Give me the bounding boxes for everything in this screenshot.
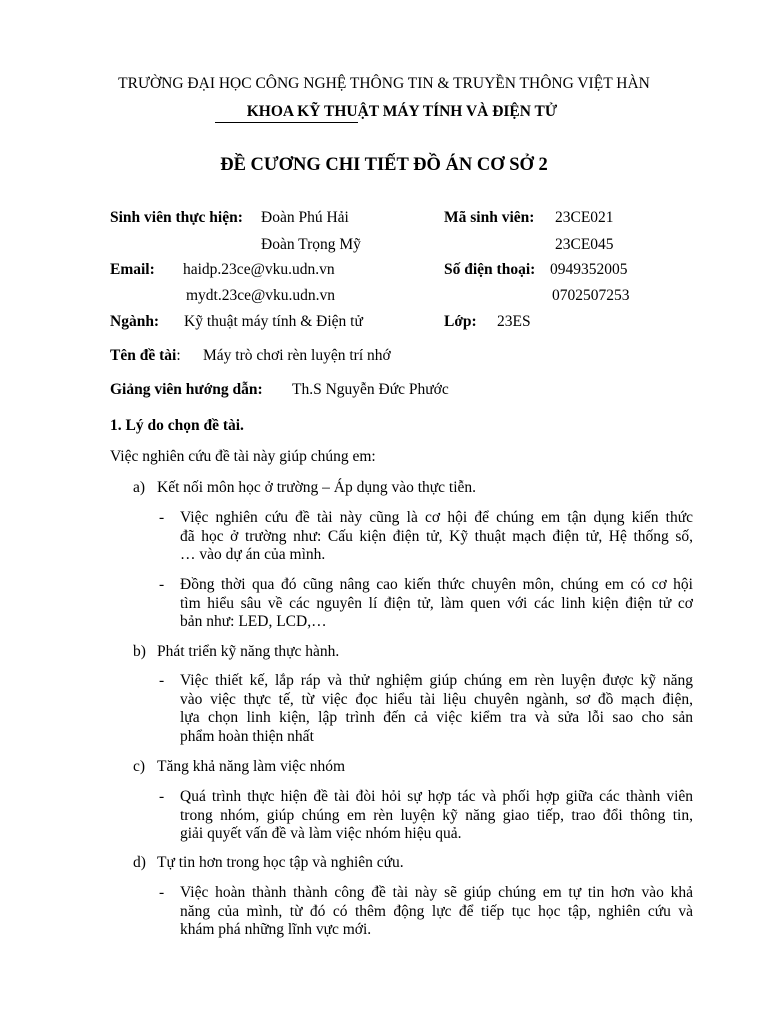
- student-name-1: Đoàn Phú Hải: [261, 209, 349, 226]
- topic-colon: :: [176, 347, 181, 364]
- paragraph-line: bản như: LED, LCD,…: [180, 613, 327, 630]
- paragraph-line: giải quyết vấn đề và làm việc nhóm hiệu quả.: [180, 825, 462, 842]
- paragraph-line: Việc thiết kế, lắp ráp và thử nghiệm giúp chúng em rèn luyện được kỹ năng: [180, 672, 693, 689]
- item-marker-c: c): [133, 758, 146, 775]
- item-title-b: Phát triển kỹ năng thực hành.: [157, 643, 340, 660]
- topic-row: [110, 347, 181, 365]
- bullet-paragraph-d1: [180, 884, 693, 940]
- student-name-2: Đoàn Trọng Mỹ: [261, 236, 361, 253]
- section-intro: Việc nghiên cứu đề tài này giúp chúng em:: [110, 448, 376, 465]
- bullet-dash: -: [159, 576, 165, 593]
- class-label: Lớp:: [444, 313, 477, 330]
- topic-value: Máy trò chơi rèn luyện trí nhớ: [203, 347, 391, 364]
- section-heading: 1. Lý do chọn đề tài.: [110, 417, 244, 434]
- phone-label: Số điện thoại:: [444, 261, 536, 278]
- paragraph-line: vào việc thực tế, từ việc đọc hiểu tài liệu chuyên ngành, sơ đồ mạch điện,: [180, 690, 693, 708]
- bullet-paragraph-b1: [180, 672, 693, 746]
- bullet-paragraph-a2: [180, 576, 693, 632]
- item-title-a: Kết nối môn học ở trường – Áp dụng vào thực tiễn.: [157, 479, 477, 496]
- item-marker-a: a): [133, 479, 146, 496]
- phone-2: 0702507253: [552, 287, 630, 304]
- paragraph-line: Quá trình thực hiện đề tài đòi hỏi sự hợp tác và phối hợp giữa các thành viên: [180, 788, 693, 805]
- bullet-paragraph-c1: [180, 788, 693, 844]
- paragraph-line: tìm hiểu sâu về các nguyên lí điện tử, làm quen với các linh kiện điện tử cơ: [180, 594, 693, 612]
- phone-1: 0949352005: [550, 261, 628, 278]
- paragraph-line: … vào dự án của mình.: [180, 546, 326, 563]
- email-2: mydt.23ce@vku.udn.vn: [186, 287, 336, 304]
- paragraph-line: năng của mình, từ đó có thêm động lực để tiếp tục học tập, nghiên cứu và: [180, 902, 693, 920]
- university-name: TRƯỜNG ĐẠI HỌC CÔNG NGHỆ THÔNG TIN & TRUYỀN THÔNG VIỆT HÀN: [118, 75, 650, 92]
- item-title-c: Tăng khả năng làm việc nhóm: [157, 758, 346, 775]
- bullet-dash: -: [159, 672, 165, 689]
- document-title: ĐỀ CƯƠNG CHI TIẾT ĐỒ ÁN CƠ SỞ 2: [220, 155, 548, 175]
- major-value: Kỹ thuật máy tính & Điện tử: [184, 313, 363, 330]
- student-id-1: 23CE021: [555, 209, 614, 226]
- item-title-d: Tự tin hơn trong học tập và nghiên cứu.: [157, 854, 404, 871]
- paragraph-line: đã học ở trường như: Cấu kiện điện tử, Kỹ thuật mạch điện tử, Hệ thống số,: [180, 527, 693, 545]
- faculty-name: KHOA KỸ THUẬT MÁY TÍNH VÀ ĐIỆN TỬ: [246, 103, 558, 120]
- bullet-dash: -: [159, 509, 165, 526]
- item-marker-d: d): [133, 854, 146, 871]
- paragraph-line: khám phá những lĩnh vực mới.: [180, 921, 372, 938]
- major-label: Ngành:: [110, 313, 160, 330]
- advisor-label: Giảng viên hướng dẫn:: [110, 381, 263, 398]
- bullet-paragraph-a1: [180, 509, 693, 565]
- header-underline: [215, 122, 358, 123]
- paragraph-line: Đồng thời qua đó cũng nâng cao kiến thức chuyên môn, chúng em có cơ hội: [180, 576, 693, 593]
- email-label: Email:: [110, 261, 155, 278]
- bullet-dash: -: [159, 788, 165, 805]
- paragraph-line: Việc nghiên cứu đề tài này cũng là cơ hội để chúng em tận dụng kiến thức: [180, 509, 693, 526]
- bullet-dash: -: [159, 884, 165, 901]
- topic-label: Tên đề tài: [110, 347, 177, 364]
- paragraph-line: phẩm hoàn thiện nhất: [180, 727, 314, 745]
- advisor-value: Th.S Nguyễn Đức Phước: [292, 381, 449, 398]
- students-label: Sinh viên thực hiện:: [110, 209, 243, 226]
- paragraph-line: Việc hoàn thành thành công đề tài này sẽ giúp chúng em tự tin hơn vào khả: [180, 884, 693, 901]
- student-id-2: 23CE045: [555, 236, 614, 253]
- student-id-label: Mã sinh viên:: [444, 209, 535, 226]
- paragraph-line: lựa chọn linh kiện, lập trình đến cả việc kiểm tra và sửa lỗi sao cho sản: [180, 709, 693, 726]
- email-1: haidp.23ce@vku.udn.vn: [183, 261, 335, 278]
- item-marker-b: b): [133, 643, 146, 660]
- paragraph-line: trong nhóm, giúp chúng em rèn luyện kỹ năng giao tiếp, trao đổi thông tin,: [180, 806, 693, 824]
- class-value: 23ES: [497, 313, 531, 330]
